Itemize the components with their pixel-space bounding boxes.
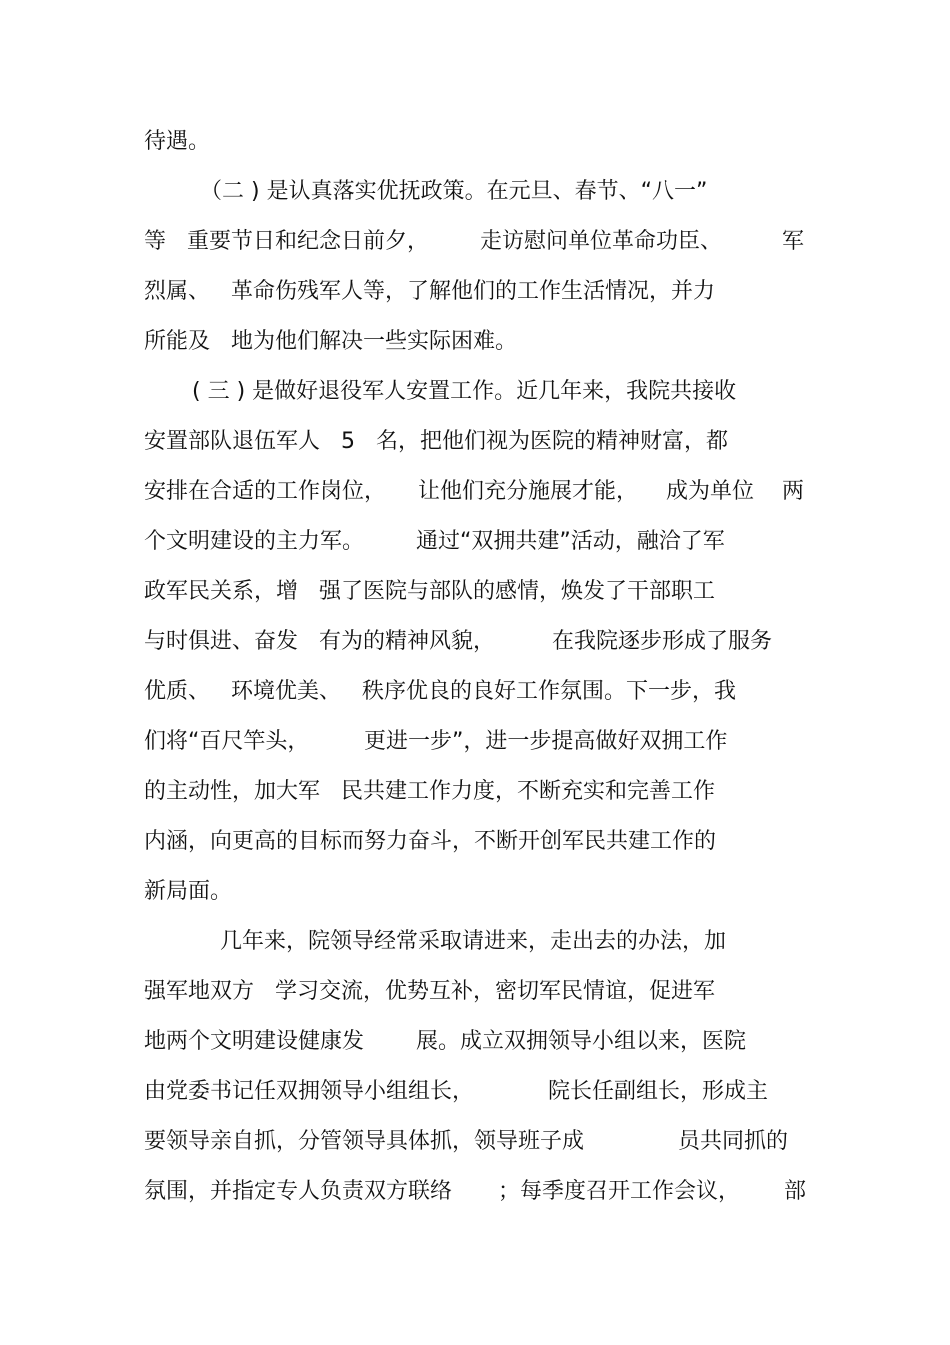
text-line: 院长任副组长，形成主 xyxy=(548,1079,769,1104)
text-line: 安排在合适的工作岗位， xyxy=(144,479,387,504)
text-line: 烈属、 革命伤残军人等，了解他们的工作生活情况，并力 xyxy=(144,279,715,304)
text-line: 强军地双方 学习交流，优势互补，密切军民情谊，促进军 xyxy=(144,979,715,1004)
text-line: 个文明建设的主力军。 xyxy=(144,529,365,554)
text-line: ( 三 ) 是做好退役军人安置工作。近几年来，我院共接收 xyxy=(192,379,737,404)
text-line: 走访慰问单位革命功臣、 xyxy=(480,229,723,254)
text-line: 新局面。 xyxy=(144,879,233,904)
text-line: 要领导亲自抓，分管领导具体抓，领导班子成 xyxy=(144,1129,585,1154)
text-line: 所能及 地为他们解决一些实际困难。 xyxy=(144,329,517,354)
text-line: 两 xyxy=(782,479,805,504)
text-line: 军 xyxy=(782,229,805,254)
text-line: 政军民关系，增 强了医院与部队的感情，焕发了干部职工 xyxy=(144,579,715,604)
text-line: 地两个文明建设健康发 xyxy=(144,1029,365,1054)
text-line: 与时俱进、奋发 有为的精神风貌， xyxy=(144,629,495,654)
text-line: 氛围，并指定专人负责双方联络 xyxy=(144,1179,453,1204)
text-line: 等 重要节日和纪念日前夕， xyxy=(144,229,429,254)
text-line: 安置部队退伍军人 5 名，把他们视为医院的精神财富，都 xyxy=(144,429,728,454)
text-line: ；每季度召开工作会议， xyxy=(498,1179,741,1204)
text-line: 展。成立双拥领导小组以来，医院 xyxy=(416,1029,747,1054)
text-line: 通过“双拥共建”活动，融洽了军 xyxy=(416,529,725,554)
text-line: 们将“百尺竿头， xyxy=(144,729,310,754)
text-line: 待遇。 xyxy=(144,129,211,154)
text-line: 让他们充分施展才能， xyxy=(418,479,639,504)
text-line: 优质、 环境优美、 秩序优良的良好工作氛围。下一步，我 xyxy=(144,679,736,704)
text-line: 几年来，院领导经常采取请进来，走出去的办法，加 xyxy=(220,929,727,954)
text-line: 员共同抓的 xyxy=(678,1129,789,1154)
text-line: 部 xyxy=(784,1179,807,1204)
text-line: 在我院逐步形成了服务 xyxy=(552,629,773,654)
text-line: 的主动性，加大军 民共建工作力度，不断充实和完善工作 xyxy=(144,779,715,804)
text-line: （二 ) 是认真落实优抚政策。在元旦、春节、“八一” xyxy=(200,179,708,204)
text-line: 内涵，向更高的目标而努力奋斗，不断开创军民共建工作的 xyxy=(144,829,717,854)
text-line: 由党委书记任双拥领导小组组长， xyxy=(144,1079,475,1104)
text-line: 更进一步”，进一步提高做好双拥工作 xyxy=(364,729,728,754)
text-line: 成为单位 xyxy=(666,479,755,504)
